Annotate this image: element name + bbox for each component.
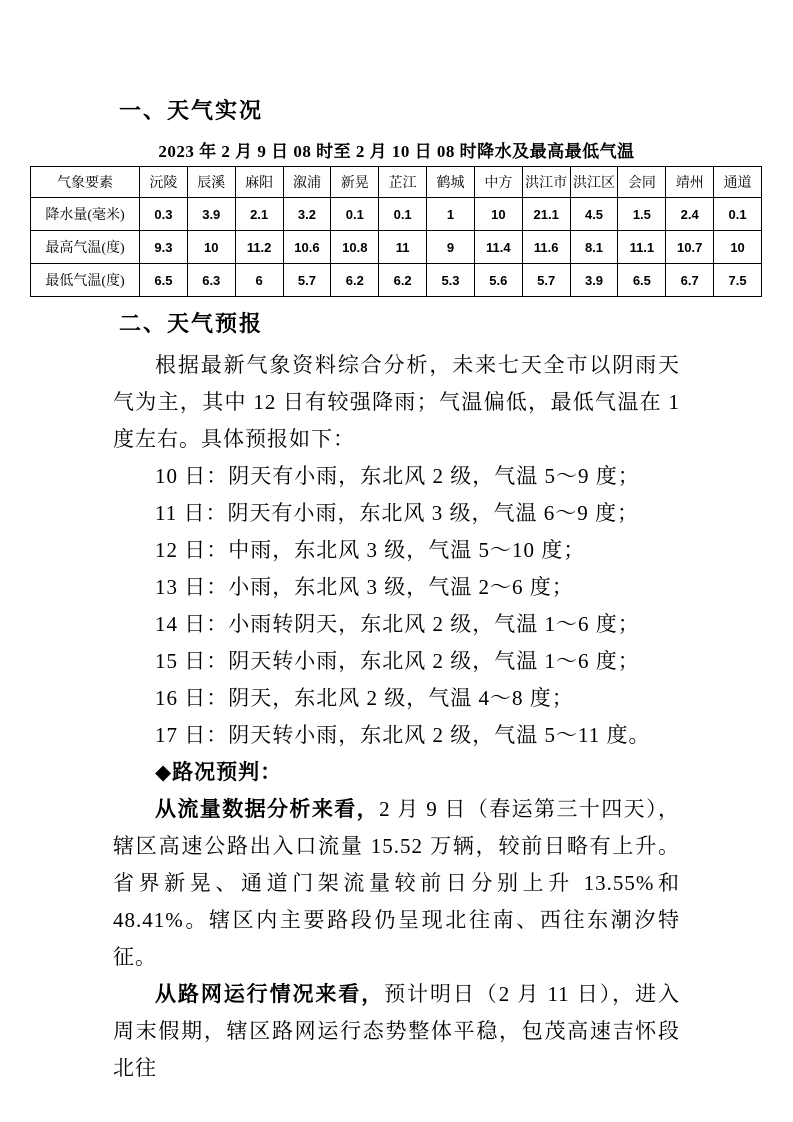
value-cell: 11.4 [474, 231, 522, 264]
value-cell: 5.7 [522, 264, 570, 297]
value-cell: 11.2 [235, 231, 283, 264]
weather-table-caption: 2023 年 2 月 9 日 08 时至 2 月 10 日 08 时降水及最高最低气温 [158, 142, 635, 161]
row-label-cell: 最高气温(度) [31, 231, 140, 264]
value-cell: 9 [427, 231, 475, 264]
value-cell: 4.5 [570, 198, 618, 231]
weather-table-header-row [31, 167, 762, 198]
value-cell: 11.6 [522, 231, 570, 264]
value-cell: 10 [474, 198, 522, 231]
forecast-day-item: 14 日：小雨转阴天，东北风 2 级，气温 1～6 度； [155, 612, 640, 636]
value-cell: 6.2 [379, 264, 427, 297]
header-cell-station: 芷江 [379, 167, 427, 198]
value-cell: 3.9 [187, 198, 235, 231]
value-cell: 5.3 [427, 264, 475, 297]
header-cell-element-label: 气象要素 [31, 167, 140, 198]
forecast-day-item: 16 日：阴天，东北风 2 级，气温 4～8 度； [155, 686, 574, 710]
forecast-list [113, 458, 680, 754]
row-label-cell: 最低气温(度) [31, 264, 140, 297]
value-cell: 1 [427, 198, 475, 231]
header-cell-station: 沅陵 [140, 167, 188, 198]
forecast-day-item: 17 日：阴天转小雨，东北风 2 级，气温 5～11 度。 [155, 723, 651, 747]
forecast-day-item: 10 日：阴天有小雨，东北风 2 级，气温 5～9 度； [155, 464, 640, 488]
value-cell: 3.9 [570, 264, 618, 297]
header-cell-station: 洪江市 [522, 167, 570, 198]
value-cell: 1.5 [618, 198, 666, 231]
header-cell-station: 洪江区 [570, 167, 618, 198]
header-cell-station: 辰溪 [187, 167, 235, 198]
value-cell: 6.7 [666, 264, 714, 297]
weather-table [30, 166, 762, 297]
value-cell: 5.6 [474, 264, 522, 297]
value-cell: 10.6 [283, 231, 331, 264]
value-cell: 9.3 [140, 231, 188, 264]
road-paragraph-network-text: 预计明日（2 月 11 日），进入周末假期，辖区路网运行态势整体平稳，包茂高速吉怀段北往 [113, 982, 680, 1080]
value-cell: 6.5 [618, 264, 666, 297]
header-cell-station: 新晃 [331, 167, 379, 198]
forecast-day-item: 13 日：小雨，东北风 3 级，气温 2～6 度； [155, 575, 574, 599]
road-paragraph-traffic-text: 2 月 9 日（春运第三十四天），辖区高速公路出入口流量 15.52 万辆，较前日略有上升。省界新晃、通道门架流量较前日分别上升 13.55%和 48.41%。辖区内主要路段仍呈现北往南、西往东潮汐特征。 [113, 797, 680, 969]
value-cell: 6 [235, 264, 283, 297]
road-forecast-heading: ◆路况预判： [155, 760, 283, 784]
weather-table-row [31, 198, 762, 231]
value-cell: 8.1 [570, 231, 618, 264]
value-cell: 6.5 [140, 264, 188, 297]
value-cell: 7.5 [714, 264, 762, 297]
value-cell: 3.2 [283, 198, 331, 231]
header-cell-station: 靖州 [666, 167, 714, 198]
value-cell: 0.1 [714, 198, 762, 231]
weather-table-head [31, 167, 762, 198]
header-cell-station: 中方 [474, 167, 522, 198]
forecast-day-item: 12 日：中雨，东北风 3 级，气温 5～10 度； [155, 538, 586, 562]
value-cell: 10.7 [666, 231, 714, 264]
row-label-cell: 降水量(毫米) [31, 198, 140, 231]
header-cell-station: 麻阳 [235, 167, 283, 198]
value-cell: 0.1 [331, 198, 379, 231]
value-cell: 6.3 [187, 264, 235, 297]
weather-table-row [31, 231, 762, 264]
value-cell: 0.3 [140, 198, 188, 231]
forecast-intro: 根据最新气象资料综合分析，未来七天全市以阴雨天气为主，其中 12 日有较强降雨；气温偏低，最低气温在 1 度左右。具体预报如下： [113, 353, 680, 451]
road-paragraph-traffic [113, 791, 680, 976]
value-cell: 6.2 [331, 264, 379, 297]
weather-table-body [31, 198, 762, 297]
header-cell-station: 会同 [618, 167, 666, 198]
section-2-title: 二、天气预报 [119, 311, 264, 336]
value-cell: 11.1 [618, 231, 666, 264]
value-cell: 11 [379, 231, 427, 264]
value-cell: 10 [187, 231, 235, 264]
value-cell: 2.1 [235, 198, 283, 231]
value-cell: 21.1 [522, 198, 570, 231]
header-cell-station: 通道 [714, 167, 762, 198]
forecast-day-item: 15 日：阴天转小雨，东北风 2 级，气温 1～6 度； [155, 649, 640, 673]
value-cell: 10 [714, 231, 762, 264]
value-cell: 0.1 [379, 198, 427, 231]
header-cell-station: 溆浦 [283, 167, 331, 198]
road-paragraph-network [113, 976, 680, 1087]
section-1-title: 一、天气实况 [119, 98, 264, 123]
road-paragraph-network-lead: 从路网运行情况来看， [155, 982, 385, 1006]
road-paragraph-traffic-lead: 从流量数据分析来看， [155, 797, 380, 821]
header-cell-station: 鹤城 [427, 167, 475, 198]
value-cell: 5.7 [283, 264, 331, 297]
value-cell: 2.4 [666, 198, 714, 231]
weather-table-row [31, 264, 762, 297]
forecast-day-item: 11 日：阴天有小雨，东北风 3 级，气温 6～9 度； [155, 501, 639, 525]
value-cell: 10.8 [331, 231, 379, 264]
